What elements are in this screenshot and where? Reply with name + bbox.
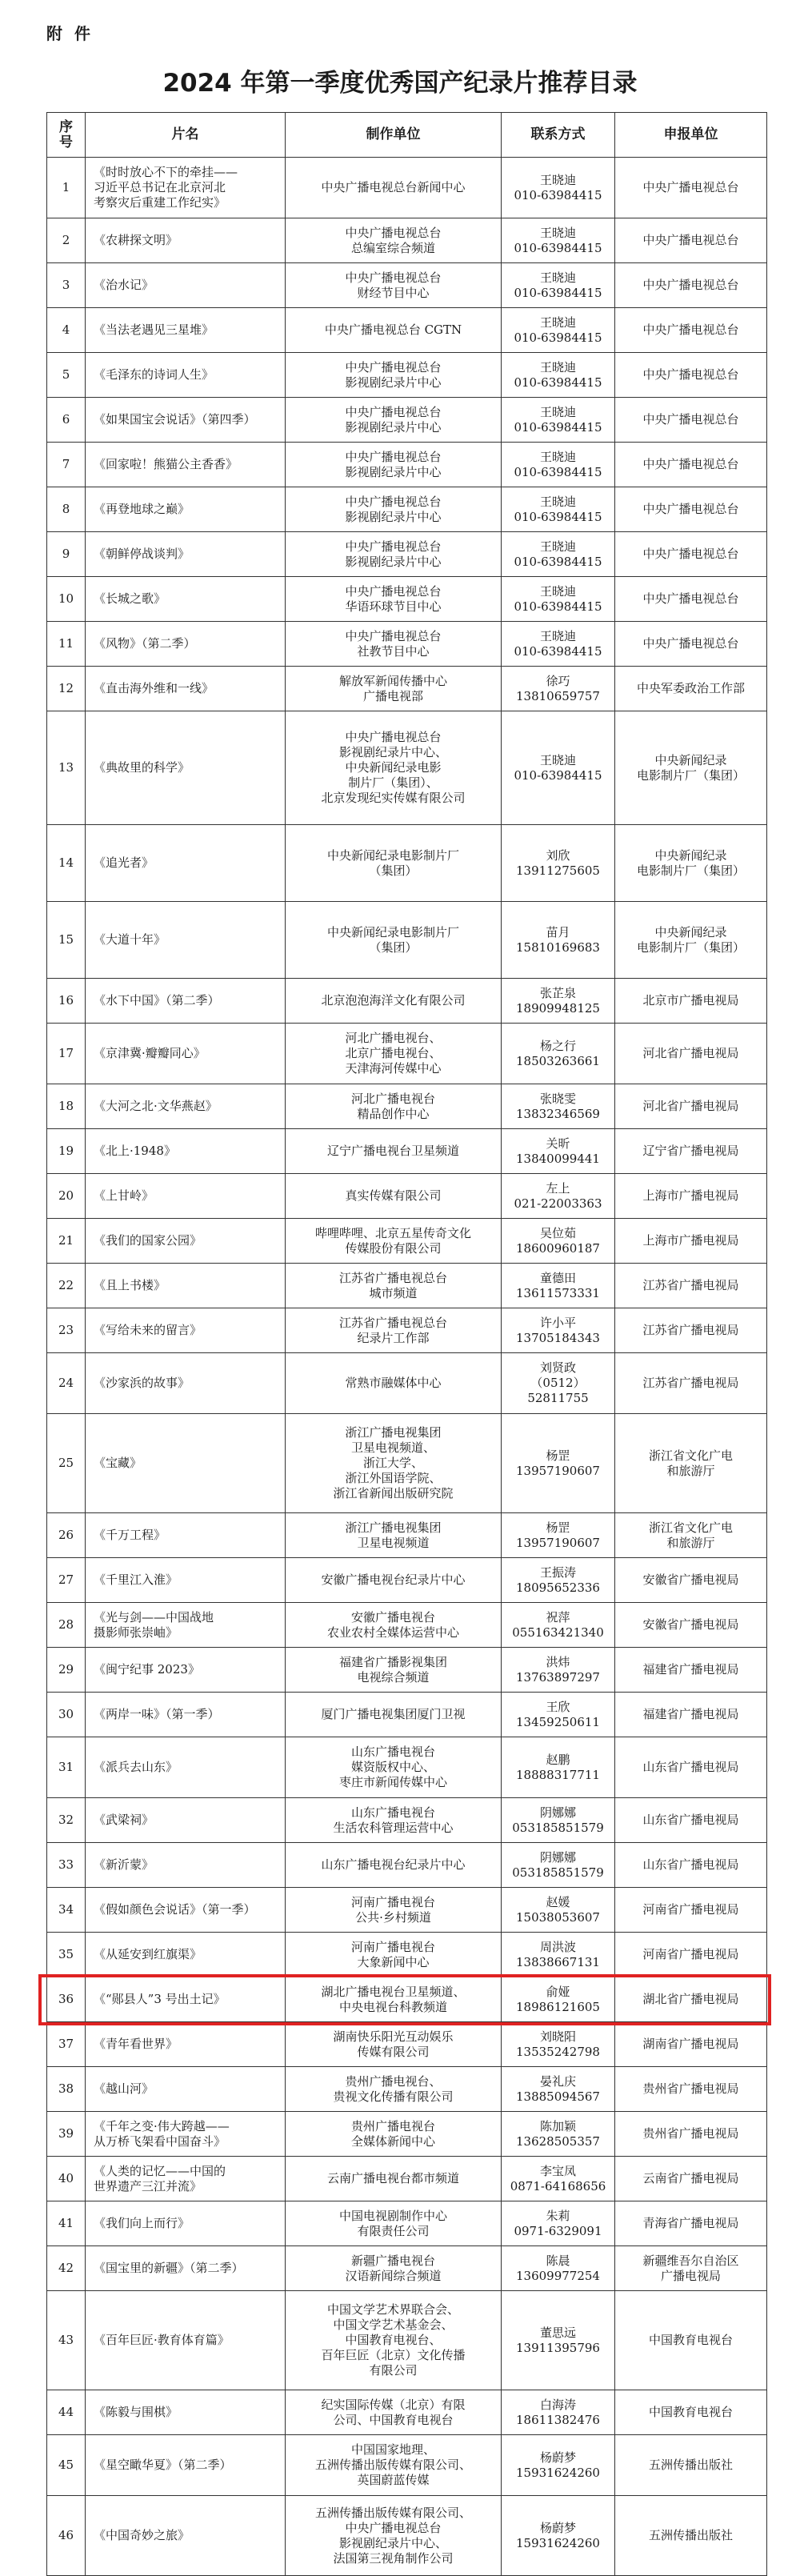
table-row <box>47 1219 767 1264</box>
cell-name: 《百年巨匠·教育体育篇》 <box>86 2291 286 2390</box>
cell-contact: 杨之行 18503263661 <box>502 1024 615 1084</box>
cell-seq: 44 <box>47 2390 86 2435</box>
cell-producer: 常熟市融媒体中心 <box>286 1353 502 1414</box>
cell-seq: 23 <box>47 1308 86 1353</box>
cell-seq: 24 <box>47 1353 86 1414</box>
cell-contact: 朱莉 0971-6329091 <box>502 2201 615 2246</box>
cell-contact: 刘晓阳 13535242798 <box>502 2022 615 2067</box>
header-applicant: 申报单位 <box>615 113 767 158</box>
cell-name: 《光与剑——中国战地 摄影师张崇岫》 <box>86 1603 286 1648</box>
cell-producer: 中央广播电视总台 影视剧纪录片中心 <box>286 353 502 398</box>
cell-seq: 13 <box>47 711 86 825</box>
cell-name: 《大河之北·文华燕赵》 <box>86 1084 286 1129</box>
table-row <box>47 532 767 577</box>
cell-name: 《中国奇妙之旅》 <box>86 2496 286 2576</box>
cell-producer: 湖南快乐阳光互动娱乐 传媒有限公司 <box>286 2022 502 2067</box>
cell-seq: 33 <box>47 1843 86 1888</box>
cell-applicant: 中央新闻纪录 电影制片厂（集团） <box>615 711 767 825</box>
cell-contact: 王晓迪 010-63984415 <box>502 353 615 398</box>
cell-contact: 杨罡 13957190607 <box>502 1414 615 1513</box>
cell-applicant: 贵州省广播电视局 <box>615 2067 767 2112</box>
table-row <box>47 622 767 667</box>
table-row <box>47 1414 767 1513</box>
cell-name: 《派兵去山东》 <box>86 1737 286 1798</box>
cell-applicant: 江苏省广播电视局 <box>615 1353 767 1414</box>
header-producer: 制作单位 <box>286 113 502 158</box>
cell-applicant: 中央广播电视总台 <box>615 218 767 263</box>
cell-producer: 中国电视剧制作中心 有限责任公司 <box>286 2201 502 2246</box>
cell-name: 《国宝里的新疆》（第二季） <box>86 2246 286 2291</box>
table-row <box>47 1353 767 1414</box>
cell-contact: 阴娜娜 053185851579 <box>502 1843 615 1888</box>
cell-seq: 5 <box>47 353 86 398</box>
cell-seq: 11 <box>47 622 86 667</box>
cell-seq: 43 <box>47 2291 86 2390</box>
cell-applicant: 山东省广播电视局 <box>615 1737 767 1798</box>
cell-seq: 41 <box>47 2201 86 2246</box>
table-row <box>47 2435 767 2496</box>
table-row <box>47 979 767 1024</box>
table-row <box>47 2496 767 2576</box>
cell-name: 《治水记》 <box>86 263 286 308</box>
cell-contact: 王晓迪 010-63984415 <box>502 711 615 825</box>
cell-contact: 王晓迪 010-63984415 <box>502 218 615 263</box>
cell-producer: 山东广播电视台 生活农科管理运营中心 <box>286 1798 502 1843</box>
cell-name: 《我们向上而行》 <box>86 2201 286 2246</box>
cell-applicant: 山东省广播电视局 <box>615 1843 767 1888</box>
cell-name: 《当法老遇见三星堆》 <box>86 308 286 353</box>
cell-producer: 中央广播电视总台 财经节目中心 <box>286 263 502 308</box>
cell-producer: 贵州广播电视台、 贵视文化传播有限公司 <box>286 2067 502 2112</box>
cell-name: 《北上·1948》 <box>86 1129 286 1174</box>
table-row <box>47 667 767 711</box>
table-row <box>47 487 767 532</box>
table-row <box>47 1129 767 1174</box>
cell-applicant: 江苏省广播电视局 <box>615 1308 767 1353</box>
cell-name: 《新沂蒙》 <box>86 1843 286 1888</box>
cell-name: 《大道十年》 <box>86 902 286 979</box>
cell-contact: 张晓雯 13832346569 <box>502 1084 615 1129</box>
cell-applicant: 湖南省广播电视局 <box>615 2022 767 2067</box>
cell-producer: 纪实国际传媒（北京）有限 公司、中国教育电视台 <box>286 2390 502 2435</box>
cell-seq: 18 <box>47 1084 86 1129</box>
table-row <box>47 263 767 308</box>
cell-applicant: 河南省广播电视局 <box>615 1933 767 1977</box>
cell-seq: 40 <box>47 2157 86 2201</box>
header-name: 片名 <box>86 113 286 158</box>
table-row <box>47 2112 767 2157</box>
table-row <box>47 308 767 353</box>
cell-name: 《毛泽东的诗词人生》 <box>86 353 286 398</box>
cell-applicant: 中央广播电视总台 <box>615 622 767 667</box>
cell-name: 《我们的国家公园》 <box>86 1219 286 1264</box>
cell-name: 《京津冀·瓣瓣同心》 <box>86 1024 286 1084</box>
cell-applicant: 中央新闻纪录 电影制片厂（集团） <box>615 825 767 902</box>
cell-applicant: 中央军委政治工作部 <box>615 667 767 711</box>
cell-contact: 王晓迪 010-63984415 <box>502 263 615 308</box>
cell-seq: 42 <box>47 2246 86 2291</box>
cell-applicant: 五洲传播出版社 <box>615 2496 767 2576</box>
cell-producer: 真实传媒有限公司 <box>286 1174 502 1219</box>
cell-producer: 中央广播电视总台新闻中心 <box>286 158 502 218</box>
cell-producer: 河北广播电视台 精品创作中心 <box>286 1084 502 1129</box>
table-row <box>47 2157 767 2201</box>
cell-name: 《陈毅与围棋》 <box>86 2390 286 2435</box>
cell-name: 《水下中国》（第二季） <box>86 979 286 1024</box>
table-row <box>47 1558 767 1603</box>
table-header-row <box>47 113 767 158</box>
cell-name: 《千年之变·伟大跨越—— 从万桥飞架看中国奋斗》 <box>86 2112 286 2157</box>
table-row <box>47 1603 767 1648</box>
cell-seq: 6 <box>47 398 86 443</box>
cell-name: 《千里江入淮》 <box>86 1558 286 1603</box>
page-title: 2024 年第一季度优秀国产纪录片推荐目录 <box>162 69 638 98</box>
cell-name: 《回家啦！熊猫公主香香》 <box>86 443 286 487</box>
cell-applicant: 河北省广播电视局 <box>615 1084 767 1129</box>
cell-seq: 16 <box>47 979 86 1024</box>
cell-contact: 吴位茹 18600960187 <box>502 1219 615 1264</box>
cell-contact: 许小平 13705184343 <box>502 1308 615 1353</box>
table-row <box>47 1513 767 1558</box>
cell-producer: 中央广播电视总台 影视剧纪录片中心 <box>286 398 502 443</box>
cell-seq: 31 <box>47 1737 86 1798</box>
documentary-table <box>46 112 767 2576</box>
cell-applicant: 北京市广播电视局 <box>615 979 767 1024</box>
cell-producer: 中央广播电视总台 华语环球节目中心 <box>286 577 502 622</box>
table-row <box>47 158 767 218</box>
cell-applicant: 辽宁省广播电视局 <box>615 1129 767 1174</box>
cell-name: 《闽宁纪事 2023》 <box>86 1648 286 1693</box>
cell-contact: 杨蔚梦 15931624260 <box>502 2435 615 2496</box>
cell-contact: 王晓迪 010-63984415 <box>502 443 615 487</box>
table-row <box>47 1933 767 1977</box>
cell-contact: 杨蔚梦 15931624260 <box>502 2496 615 2576</box>
cell-producer: 新疆广播电视台 汉语新闻综合频道 <box>286 2246 502 2291</box>
cell-producer: 中央新闻纪录电影制片厂 （集团） <box>286 825 502 902</box>
table-row <box>47 2067 767 2112</box>
cell-name: 《假如颜色会说话》（第一季） <box>86 1888 286 1933</box>
cell-contact: 童德田 13611573331 <box>502 1264 615 1308</box>
table-row <box>47 443 767 487</box>
cell-contact: 阴娜娜 053185851579 <box>502 1798 615 1843</box>
cell-name: 《千万工程》 <box>86 1513 286 1558</box>
cell-producer: 山东广播电视台纪录片中心 <box>286 1843 502 1888</box>
cell-applicant: 湖北省广播电视局 <box>615 1977 767 2022</box>
cell-name: 《如果国宝会说话》（第四季） <box>86 398 286 443</box>
cell-applicant: 五洲传播出版社 <box>615 2435 767 2496</box>
cell-seq: 45 <box>47 2435 86 2496</box>
cell-producer: 中央广播电视总台 影视剧纪录片中心 <box>286 443 502 487</box>
attachment-label: 附 件 <box>46 24 94 43</box>
cell-name: 《青年看世界》 <box>86 2022 286 2067</box>
table-row <box>47 2022 767 2067</box>
table-row <box>47 1693 767 1737</box>
cell-contact: 陈晨 13609977254 <box>502 2246 615 2291</box>
table-row <box>47 1024 767 1084</box>
cell-contact: 王欣 13459250611 <box>502 1693 615 1737</box>
cell-producer: 辽宁广播电视台卫星频道 <box>286 1129 502 1174</box>
cell-contact: 左上 021-22003363 <box>502 1174 615 1219</box>
table-row <box>47 2246 767 2291</box>
cell-applicant: 安徽省广播电视局 <box>615 1558 767 1603</box>
cell-name: 《典故里的科学》 <box>86 711 286 825</box>
cell-seq: 19 <box>47 1129 86 1174</box>
cell-name: 《越山河》 <box>86 2067 286 2112</box>
cell-seq: 22 <box>47 1264 86 1308</box>
cell-producer: 中国国家地理、 五洲传播出版传媒有限公司、 英国蔚蓝传媒 <box>286 2435 502 2496</box>
cell-contact: 洪炜 13763897297 <box>502 1648 615 1693</box>
cell-contact: 王晓迪 010-63984415 <box>502 487 615 532</box>
cell-producer: 中国文学艺术界联合会、 中国文学艺术基金会、 中国教育电视台、 百年巨匠（北京）文化传播 有限公司 <box>286 2291 502 2390</box>
cell-seq: 20 <box>47 1174 86 1219</box>
cell-contact: 王晓迪 010-63984415 <box>502 398 615 443</box>
cell-applicant: 新疆维吾尔自治区 广播电视局 <box>615 2246 767 2291</box>
cell-name: 《写给未来的留言》 <box>86 1308 286 1353</box>
cell-producer: 江苏省广播电视总台 纪录片工作部 <box>286 1308 502 1353</box>
cell-contact: 王晓迪 010-63984415 <box>502 308 615 353</box>
cell-seq: 26 <box>47 1513 86 1558</box>
table-row <box>47 1648 767 1693</box>
table-row <box>47 1798 767 1843</box>
cell-applicant: 贵州省广播电视局 <box>615 2112 767 2157</box>
cell-seq: 30 <box>47 1693 86 1737</box>
cell-contact: 俞娅 18986121605 <box>502 1977 615 2022</box>
cell-applicant: 福建省广播电视局 <box>615 1648 767 1693</box>
cell-applicant: 中央广播电视总台 <box>615 263 767 308</box>
cell-applicant: 上海市广播电视局 <box>615 1174 767 1219</box>
cell-contact: 李宝凤 0871-64168656 <box>502 2157 615 2201</box>
cell-producer: 中央广播电视总台 社教节目中心 <box>286 622 502 667</box>
cell-contact: 周洪波 13838667131 <box>502 1933 615 1977</box>
cell-contact: 王晓迪 010-63984415 <box>502 532 615 577</box>
cell-producer: 云南广播电视台都市频道 <box>286 2157 502 2201</box>
cell-seq: 38 <box>47 2067 86 2112</box>
cell-producer: 北京泡泡海洋文化有限公司 <box>286 979 502 1024</box>
cell-seq: 17 <box>47 1024 86 1084</box>
cell-seq: 35 <box>47 1933 86 1977</box>
cell-applicant: 中国教育电视台 <box>615 2390 767 2435</box>
cell-contact: 刘贤政 （0512） 52811755 <box>502 1353 615 1414</box>
cell-producer: 中央广播电视总台 影视剧纪录片中心、 中央新闻纪录电影 制片厂（集团）、 北京发现纪实传媒有限公司 <box>286 711 502 825</box>
cell-seq: 28 <box>47 1603 86 1648</box>
cell-contact: 张芷泉 18909948125 <box>502 979 615 1024</box>
cell-contact: 徐巧 13810659757 <box>502 667 615 711</box>
cell-producer: 中央广播电视总台 影视剧纪录片中心 <box>286 487 502 532</box>
cell-producer: 河南广播电视台 公共·乡村频道 <box>286 1888 502 1933</box>
cell-producer: 河北广播电视台、 北京广播电视台、 天津海河传媒中心 <box>286 1024 502 1084</box>
cell-producer: 解放军新闻传播中心 广播电视部 <box>286 667 502 711</box>
cell-seq: 10 <box>47 577 86 622</box>
cell-name: 《上甘岭》 <box>86 1174 286 1219</box>
cell-seq: 3 <box>47 263 86 308</box>
cell-applicant: 安徽省广播电视局 <box>615 1603 767 1648</box>
cell-producer: 中央广播电视总台 总编室综合频道 <box>286 218 502 263</box>
cell-applicant: 福建省广播电视局 <box>615 1693 767 1737</box>
cell-name: 《风物》（第二季） <box>86 622 286 667</box>
cell-applicant: 浙江省文化广电 和旅游厅 <box>615 1414 767 1513</box>
cell-seq: 21 <box>47 1219 86 1264</box>
cell-seq: 2 <box>47 218 86 263</box>
cell-seq: 15 <box>47 902 86 979</box>
cell-applicant: 中央广播电视总台 <box>615 532 767 577</box>
table-row <box>47 1084 767 1129</box>
cell-producer: 浙江广播电视集团 卫星电视频道、 浙江大学、 浙江外国语学院、 浙江省新闻出版研究院 <box>286 1414 502 1513</box>
cell-applicant: 青海省广播电视局 <box>615 2201 767 2246</box>
cell-applicant: 浙江省文化广电 和旅游厅 <box>615 1513 767 1558</box>
cell-producer: 安徽广播电视台纪录片中心 <box>286 1558 502 1603</box>
cell-applicant: 中央新闻纪录 电影制片厂（集团） <box>615 902 767 979</box>
cell-producer: 湖北广播电视台卫星频道、 中央电视台科教频道 <box>286 1977 502 2022</box>
table-row <box>47 1174 767 1219</box>
cell-name: 《时时放心不下的牵挂—— 习近平总书记在北京河北 考察灾后重建工作纪实》 <box>86 158 286 218</box>
cell-name: 《长城之歌》 <box>86 577 286 622</box>
cell-applicant: 河南省广播电视局 <box>615 1888 767 1933</box>
cell-seq: 7 <box>47 443 86 487</box>
cell-name: 《人类的记忆——中国的 世界遗产三江并流》 <box>86 2157 286 2201</box>
cell-producer: 江苏省广播电视总台 城市频道 <box>286 1264 502 1308</box>
cell-name: 《从延安到红旗渠》 <box>86 1933 286 1977</box>
cell-name: 《“郧县人”3 号出土记》 <box>86 1977 286 2022</box>
cell-producer: 贵州广播电视台 全媒体新闻中心 <box>286 2112 502 2157</box>
cell-contact: 王晓迪 010-63984415 <box>502 577 615 622</box>
table-row <box>47 2390 767 2435</box>
cell-seq: 9 <box>47 532 86 577</box>
cell-applicant: 河北省广播电视局 <box>615 1024 767 1084</box>
cell-seq: 14 <box>47 825 86 902</box>
cell-seq: 25 <box>47 1414 86 1513</box>
cell-name: 《再登地球之巅》 <box>86 487 286 532</box>
cell-seq: 46 <box>47 2496 86 2576</box>
cell-applicant: 中央广播电视总台 <box>615 353 767 398</box>
table-row <box>47 1308 767 1353</box>
cell-name: 《且上书楼》 <box>86 1264 286 1308</box>
cell-producer: 中央广播电视总台 影视剧纪录片中心 <box>286 532 502 577</box>
cell-seq: 8 <box>47 487 86 532</box>
table-row <box>47 1977 767 2022</box>
cell-contact: 关昕 13840099441 <box>502 1129 615 1174</box>
cell-name: 《沙家浜的故事》 <box>86 1353 286 1414</box>
cell-applicant: 中央广播电视总台 <box>615 577 767 622</box>
cell-seq: 12 <box>47 667 86 711</box>
cell-contact: 苗月 15810169683 <box>502 902 615 979</box>
cell-contact: 王振涛 18095652336 <box>502 1558 615 1603</box>
cell-applicant: 中央广播电视总台 <box>615 487 767 532</box>
cell-producer: 五洲传播出版传媒有限公司、 中央广播电视总台 影视剧纪录片中心、 法国第三视角制作公司 <box>286 2496 502 2576</box>
table-row <box>47 2291 767 2390</box>
cell-name: 《宝藏》 <box>86 1414 286 1513</box>
cell-seq: 1 <box>47 158 86 218</box>
table-row <box>47 353 767 398</box>
cell-seq: 29 <box>47 1648 86 1693</box>
cell-contact: 白海涛 18611382476 <box>502 2390 615 2435</box>
cell-applicant: 山东省广播电视局 <box>615 1798 767 1843</box>
table-row <box>47 1888 767 1933</box>
cell-producer: 福建省广播影视集团 电视综合频道 <box>286 1648 502 1693</box>
table-row <box>47 711 767 825</box>
table-row <box>47 825 767 902</box>
cell-producer: 浙江广播电视集团 卫星电视频道 <box>286 1513 502 1558</box>
table-row <box>47 1737 767 1798</box>
cell-contact: 赵媛 15038053607 <box>502 1888 615 1933</box>
cell-name: 《武梁祠》 <box>86 1798 286 1843</box>
cell-seq: 4 <box>47 308 86 353</box>
cell-producer: 河南广播电视台 大象新闻中心 <box>286 1933 502 1977</box>
cell-applicant: 中央广播电视总台 <box>615 398 767 443</box>
cell-name: 《农耕探文明》 <box>86 218 286 263</box>
cell-seq: 27 <box>47 1558 86 1603</box>
cell-name: 《追光者》 <box>86 825 286 902</box>
cell-applicant: 中国教育电视台 <box>615 2291 767 2390</box>
table-row <box>47 398 767 443</box>
cell-name: 《星空瞰华夏》（第二季） <box>86 2435 286 2496</box>
cell-contact: 刘欣 13911275605 <box>502 825 615 902</box>
table-body <box>47 158 767 2576</box>
table-row <box>47 577 767 622</box>
cell-name: 《朝鲜停战谈判》 <box>86 532 286 577</box>
table-row <box>47 1264 767 1308</box>
cell-producer: 中央新闻纪录电影制片厂 （集团） <box>286 902 502 979</box>
cell-contact: 陈加颖 13628505357 <box>502 2112 615 2157</box>
cell-contact: 赵鹏 18888317711 <box>502 1737 615 1798</box>
table-row <box>47 902 767 979</box>
cell-producer: 中央广播电视总台 CGTN <box>286 308 502 353</box>
cell-contact: 祝萍 055163421340 <box>502 1603 615 1648</box>
cell-seq: 32 <box>47 1798 86 1843</box>
cell-applicant: 江苏省广播电视局 <box>615 1264 767 1308</box>
table-row <box>47 1843 767 1888</box>
cell-contact: 杨罡 13957190607 <box>502 1513 615 1558</box>
cell-producer: 山东广播电视台 媒资版权中心、 枣庄市新闻传媒中心 <box>286 1737 502 1798</box>
cell-producer: 安徽广播电视台 农业农村全媒体运营中心 <box>286 1603 502 1648</box>
cell-contact: 王晓迪 010-63984415 <box>502 158 615 218</box>
cell-contact: 董思远 13911395796 <box>502 2291 615 2390</box>
cell-seq: 36 <box>47 1977 86 2022</box>
cell-seq: 34 <box>47 1888 86 1933</box>
cell-contact: 王晓迪 010-63984415 <box>502 622 615 667</box>
cell-seq: 37 <box>47 2022 86 2067</box>
table-row <box>47 2201 767 2246</box>
cell-producer: 厦门广播电视集团厦门卫视 <box>286 1693 502 1737</box>
cell-applicant: 中央广播电视总台 <box>615 443 767 487</box>
cell-contact: 晏礼庆 13885094567 <box>502 2067 615 2112</box>
cell-applicant: 上海市广播电视局 <box>615 1219 767 1264</box>
header-contact: 联系方式 <box>502 113 615 158</box>
cell-applicant: 中央广播电视总台 <box>615 308 767 353</box>
cell-name: 《两岸一味》（第一季） <box>86 1693 286 1737</box>
cell-applicant: 中央广播电视总台 <box>615 158 767 218</box>
header-seq: 序 号 <box>47 113 86 158</box>
cell-name: 《直击海外维和一线》 <box>86 667 286 711</box>
cell-producer: 哔哩哔哩、北京五星传奇文化 传媒股份有限公司 <box>286 1219 502 1264</box>
cell-applicant: 云南省广播电视局 <box>615 2157 767 2201</box>
table-row <box>47 218 767 263</box>
cell-seq: 39 <box>47 2112 86 2157</box>
